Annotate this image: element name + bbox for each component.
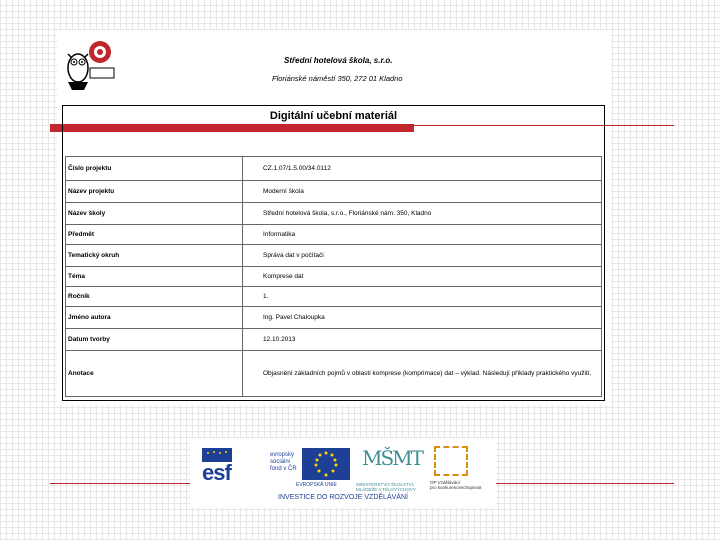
table-row (66, 267, 602, 287)
table-row (66, 329, 602, 351)
row-label: Téma (66, 267, 243, 287)
table-row (66, 351, 602, 397)
table-row (66, 287, 602, 307)
table-row (66, 181, 602, 203)
row-label: Název projektu (66, 181, 243, 203)
row-label: Jméno autora (66, 307, 243, 329)
esf-wordmark: esf (202, 460, 231, 485)
esf-caption-line: sociální (270, 459, 291, 465)
row-value: Správa dat v počítači (243, 245, 602, 267)
document-frame (62, 105, 605, 401)
row-value: Informatika (243, 225, 602, 245)
row-value: Objasnění základních pojmů v oblasti komprese (komprimace) dat – výklad. Následují příklady praktického využití. (243, 351, 602, 397)
row-label: Číslo projektu (66, 157, 243, 181)
row-label: Ročník (66, 287, 243, 307)
row-value: Moderní škola (243, 181, 602, 203)
row-value: 1. (243, 287, 602, 307)
row-value: Ing. Pavel Chaloupka (243, 307, 602, 329)
row-value: 12.10.2013 (243, 329, 602, 351)
table-row (66, 307, 602, 329)
row-label: Název školy (66, 203, 243, 225)
school-logo-icon (60, 38, 118, 93)
op-caption-line: pro konkurenceschopnost (430, 485, 482, 490)
msmt-logo: MŠMT (362, 446, 422, 470)
investment-slogan: INVESTICE DO ROZVOJE VZDĚLÁVÁNÍ (278, 494, 408, 501)
table-row (66, 225, 602, 245)
table-row (66, 203, 602, 225)
op-caption-line: OP Vzdělávání (430, 480, 460, 485)
esf-caption (270, 452, 297, 473)
row-value: Komprese dat (243, 267, 602, 287)
row-value: Střední hotelová škola, s.r.o., Floriánské nám. 350, Kladno (243, 203, 602, 225)
row-label: Tematický okruh (66, 245, 243, 267)
esf-caption-line: evropský (270, 452, 295, 458)
table-row (66, 245, 602, 267)
msmt-caption: MINISTERSTVO ŠKOLSTVÍ, MLÁDEŽE A TĚLOVÝCHOVY (356, 482, 416, 492)
op-caption (430, 480, 494, 490)
document-title: Digitální učební materiál (269, 110, 398, 122)
school-name: Střední hotelová škola, s.r.o. (284, 56, 393, 65)
esf-caption-line: fond v ČR (270, 466, 297, 472)
eu-flag-icon (302, 448, 350, 480)
eu-caption: EVROPSKÁ UNIE (296, 482, 337, 488)
funding-logos-banner (190, 438, 496, 508)
table-row (66, 157, 602, 181)
row-label: Anotace (66, 351, 243, 397)
row-label: Předmět (66, 225, 243, 245)
school-address: Floriánské náměstí 350, 272 01 Kladno (272, 74, 403, 83)
row-value: CZ.1.07/1.5.00/34.0112 (243, 157, 602, 181)
project-info-table (65, 156, 602, 397)
op-logo-icon (434, 446, 468, 476)
row-label: Datum tvorby (66, 329, 243, 351)
